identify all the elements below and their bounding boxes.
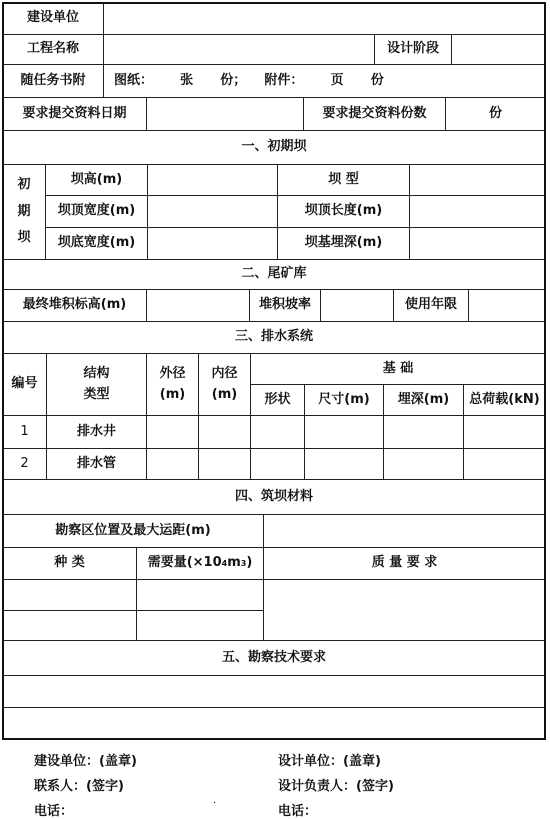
contact-signature: 联系人：(签字) <box>34 779 124 794</box>
dam-vertical-char: 初 <box>17 176 31 192</box>
dam-vertical-label <box>2 164 46 260</box>
survey-area-field[interactable] <box>263 514 546 548</box>
drainage-row-type: 排水管 <box>46 448 147 480</box>
section-material-title: 四、筑坝材料 <box>2 479 546 515</box>
construction-unit-field[interactable] <box>103 2 546 35</box>
outer-diameter-line: 外径 <box>159 365 186 381</box>
dam-top-length-field[interactable] <box>409 195 546 228</box>
final-elevation-field[interactable] <box>146 289 250 322</box>
drainage-row-number: 1 <box>2 415 47 449</box>
section-drainage-title: 三、排水系统 <box>2 321 546 354</box>
survey-requirements-field[interactable] <box>2 707 546 740</box>
attachments-detail: 图纸： 张 份； 附件： 页 份 <box>103 64 546 98</box>
demand-unit-exponent: 3 <box>240 558 247 568</box>
material-quality-field[interactable] <box>263 579 546 641</box>
drainage-header-shape: 形状 <box>250 384 305 416</box>
dam-base-depth-field[interactable] <box>409 227 546 260</box>
attachments-label: 随任务书附 <box>2 64 104 98</box>
dam-top-width-field[interactable] <box>147 195 278 228</box>
material-kind-label: 种 类 <box>2 547 137 580</box>
design-stage-label: 设计阶段 <box>374 34 452 65</box>
service-years-label: 使用年限 <box>393 289 469 322</box>
submit-copies-label: 要求提交资料份数 <box>303 97 446 131</box>
material-demand-field[interactable] <box>136 579 264 611</box>
drainage-header-depth: 埋深(m) <box>383 384 464 416</box>
material-kind-field[interactable] <box>2 610 137 641</box>
dam-bottom-width-field[interactable] <box>147 227 278 260</box>
outer-diameter-line: (m) <box>159 386 186 402</box>
dam-base-depth-label: 坝基埋深(m) <box>277 227 410 260</box>
drainage-row-cell[interactable] <box>198 448 251 480</box>
section-survey-title: 五、勘察技术要求 <box>2 640 546 676</box>
service-years-field[interactable] <box>468 289 546 322</box>
construction-unit-label: 建设单位 <box>2 2 104 35</box>
demand-exponent: 4 <box>221 558 228 568</box>
structure-type-line: 类型 <box>83 386 110 402</box>
material-demand-label <box>136 547 264 580</box>
design-stage-field[interactable] <box>451 34 546 65</box>
drainage-row-cell[interactable] <box>383 448 464 480</box>
drainage-row-cell[interactable] <box>198 415 251 449</box>
drainage-row-type: 排水井 <box>46 415 147 449</box>
drainage-header-foundation: 基 础 <box>250 353 546 385</box>
drainage-header-structure-type <box>46 353 147 416</box>
demand-text: 需要量(×10 <box>147 555 222 571</box>
drainage-row-number: 2 <box>2 448 47 480</box>
project-name-field[interactable] <box>103 34 375 65</box>
project-name-label: 工程名称 <box>2 34 104 65</box>
drainage-row-cell[interactable] <box>304 448 384 480</box>
task-form-table <box>2 2 546 740</box>
drainage-row-cell[interactable] <box>250 415 305 449</box>
design-unit-seal: 设计单位：(盖章) <box>278 754 381 769</box>
final-elevation-label: 最终堆积标高(m) <box>2 289 147 322</box>
design-lead-signature: 设计负责人：(签字) <box>278 779 394 794</box>
material-demand-field[interactable] <box>136 610 264 641</box>
dam-top-length-label: 坝顶长度(m) <box>277 195 410 228</box>
submit-date-field[interactable] <box>146 97 304 131</box>
copies-unit: 份 <box>445 97 546 131</box>
slope-label: 堆积坡率 <box>249 289 321 322</box>
drainage-header-inner-diameter <box>198 353 251 416</box>
survey-requirements-field[interactable] <box>2 675 546 708</box>
slope-field[interactable] <box>320 289 394 322</box>
drainage-header-total-load: 总荷载(kN) <box>463 384 546 416</box>
drainage-row-cell[interactable] <box>383 415 464 449</box>
drainage-row-cell[interactable] <box>304 415 384 449</box>
drainage-row-cell[interactable] <box>146 448 199 480</box>
section-dam-title: 一、初期坝 <box>2 130 546 165</box>
material-quality-label: 质 量 要 求 <box>263 547 546 580</box>
submit-date-label: 要求提交资料日期 <box>2 97 147 131</box>
dam-vertical-char: 期 <box>17 203 31 219</box>
dam-type-field[interactable] <box>409 164 546 196</box>
drainage-header-outer-diameter <box>146 353 199 416</box>
drainage-header-number: 编号 <box>2 353 47 416</box>
structure-type-line: 结构 <box>83 365 110 381</box>
dam-height-label: 坝高(m) <box>45 164 148 196</box>
drainage-row-cell[interactable] <box>146 415 199 449</box>
construction-unit-seal: 建设单位：(盖章) <box>34 754 137 769</box>
dam-top-width-label: 坝顶宽度(m) <box>45 195 148 228</box>
stray-dot: · <box>213 798 217 809</box>
inner-diameter-line: (m) <box>211 386 238 402</box>
material-kind-field[interactable] <box>2 579 137 611</box>
demand-unit: m <box>227 555 241 571</box>
section-tailings-title: 二、尾矿库 <box>2 259 546 290</box>
phone-right: 电话： <box>278 804 318 819</box>
dam-height-field[interactable] <box>147 164 278 196</box>
dam-vertical-char: 坝 <box>17 230 31 246</box>
survey-area-label: 勘察区位置及最大运距(m) <box>2 514 264 548</box>
drainage-row-cell[interactable] <box>463 415 546 449</box>
demand-close: ) <box>246 555 253 571</box>
phone-left: 电话： <box>34 804 74 819</box>
dam-type-label: 坝 型 <box>277 164 410 196</box>
drainage-row-cell[interactable] <box>463 448 546 480</box>
drainage-row-cell[interactable] <box>250 448 305 480</box>
inner-diameter-line: 内径 <box>211 365 238 381</box>
drainage-header-size: 尺寸(m) <box>304 384 384 416</box>
dam-bottom-width-label: 坝底宽度(m) <box>45 227 148 260</box>
